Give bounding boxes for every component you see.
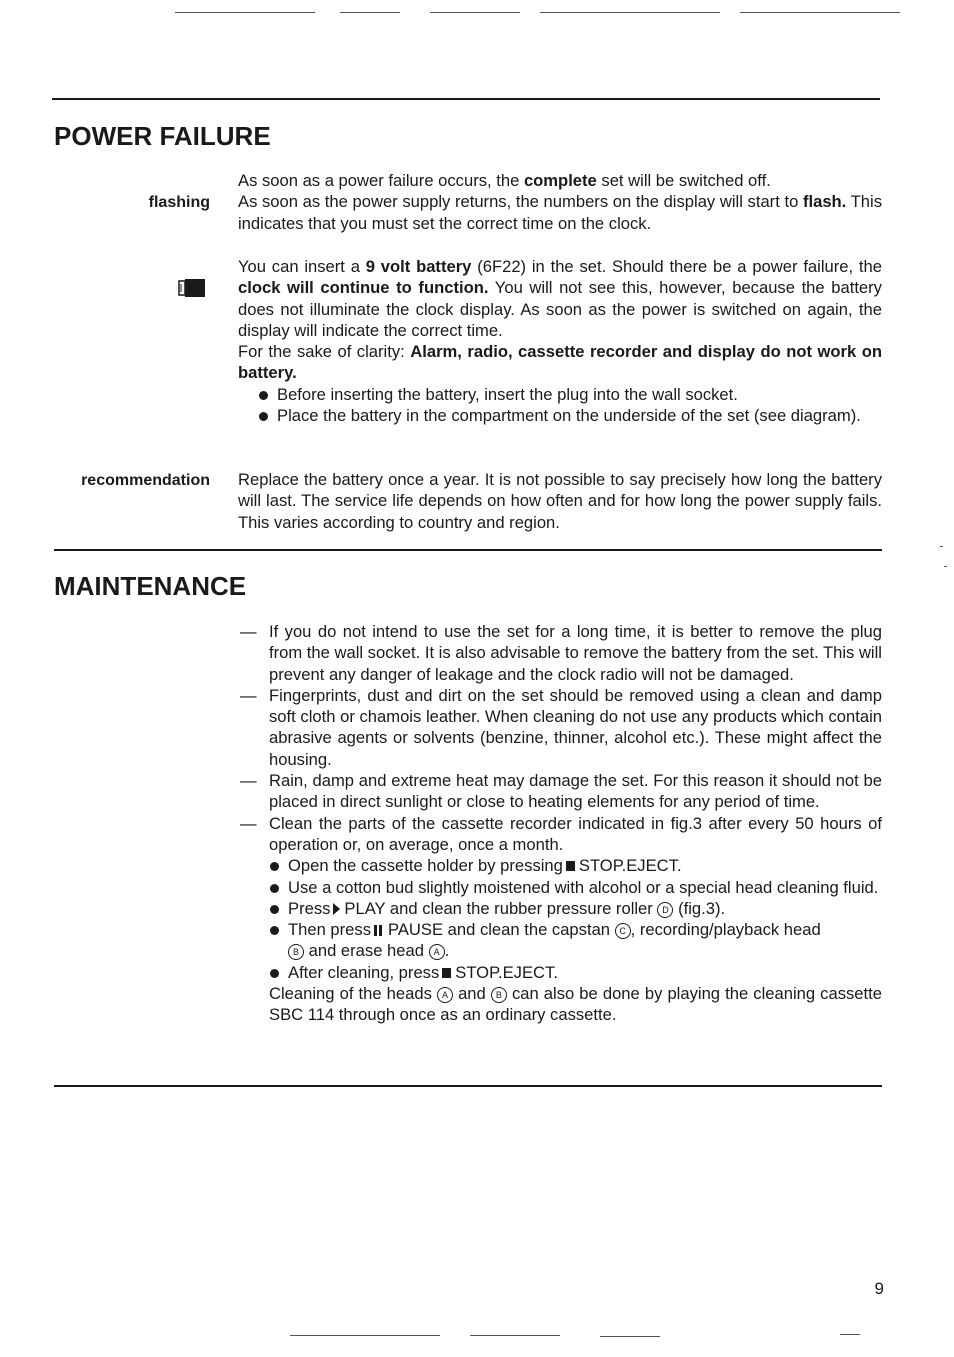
- section-rule-top: [52, 98, 880, 100]
- recommendation-label: recommendation: [81, 472, 210, 489]
- marker-a-icon: A: [437, 987, 453, 1003]
- scan-artifact: [540, 12, 720, 13]
- dash-marker: —: [240, 685, 257, 705]
- bullet-icon: [270, 884, 279, 893]
- maintenance-heading: MAINTENANCE: [54, 571, 247, 601]
- scan-artifact: [290, 1335, 440, 1336]
- scan-artifact: [470, 1335, 560, 1336]
- marker-a-icon: A: [429, 944, 445, 960]
- list-item: — Rain, damp and extreme heat may damage the set. For this reason it should not be placed in direct sunlight or close to heating elements for any period of time.: [240, 771, 882, 812]
- battery-icon: [178, 278, 206, 298]
- scan-artifact: [944, 566, 947, 567]
- flashing-label: flashing: [148, 194, 210, 211]
- list-item: After cleaning, press STOP.EJECT.: [269, 962, 882, 983]
- section-rule-bottom: [54, 1085, 882, 1087]
- bullet-icon: [270, 969, 279, 978]
- marker-b-icon: B: [491, 987, 507, 1003]
- page-number: 9: [874, 1279, 884, 1298]
- stop-icon: [442, 968, 451, 978]
- recommendation-text: Replace the battery once a year. It is not possible to say precisely how long the battery will last. The service life depends on how often and for how long the power supply fails. This varies according to country and region.: [238, 470, 882, 532]
- dash-marker: —: [240, 622, 257, 641]
- bullet-icon: [270, 862, 279, 871]
- scan-artifact: [340, 12, 400, 13]
- bullet-icon: [270, 926, 279, 935]
- dash-marker: —: [240, 771, 257, 791]
- scan-artifact: [600, 1336, 660, 1337]
- scan-artifact: [175, 12, 315, 13]
- bullet-icon: [259, 412, 268, 421]
- list-item: — If you do not intend to use the set for a long time, it is better to remove the plug from the wall socket. It is also advisable to remove the battery from the set. This will prevent any danger of leakage and the clock radio will not be damaged.: [240, 622, 882, 684]
- bullet-icon: [259, 391, 268, 400]
- battery-paragraph: You can insert a 9 volt battery (6F22) in the set. Should there be a power failure, the clock will continue to function. You will not see this, however, because the battery does not illuminate the clock display. As soon as the power is switched on again, the display will indicate the correct time. For the sake of clarity: Alarm, radio, cassette recorder and display do not work on battery.: [238, 257, 882, 383]
- marker-c-icon: C: [615, 923, 631, 939]
- dash-marker: —: [240, 813, 257, 833]
- marker-d-icon: D: [657, 902, 673, 918]
- bullet-icon: [270, 905, 279, 914]
- list-item: — Clean the parts of the cassette recorder indicated in fig.3 after every 50 hours of operation or, on average, once a month. Open the cassette holder by pressing STOP.EJECT. Use a cotton bud slightly moistened with alcohol or a special head cleaning fluid. Press PLAY and clean the rubber pressure roller D (fig.3). Then press PAUSE and clean the capstan C , recording/playback head B and erase head A . After cleaning, press STOP.EJECT. Cleaning of the heads A and B can also be done by playing the cleaning cassette SBC 114 through once as an ordinary cassette.: [240, 813, 882, 1025]
- scan-artifact: [940, 546, 943, 547]
- scan-artifact: [740, 12, 900, 13]
- play-icon: [333, 903, 340, 915]
- cleaning-note: Cleaning of the heads A and B can also be done by playing the cleaning cassette SBC 114 through once as an ordinary cassette.: [269, 984, 882, 1025]
- list-item: Before inserting the battery, insert the plug into the wall socket.: [258, 384, 882, 405]
- list-item: Place the battery in the compartment on the underside of the set (see diagram).: [258, 405, 882, 426]
- list-item: — Fingerprints, dust and dirt on the set should be removed using a clean and damp soft cloth or chamois leather. When cleaning do not use any products which contain abrasive agents or solvents (benzine, thinner, alcohol etc.). These might affect the housing.: [240, 685, 882, 769]
- cleaning-steps: [269, 855, 882, 983]
- marker-b-icon: B: [288, 944, 304, 960]
- list-item: Then press PAUSE and clean the capstan C , recording/playback head B and erase head A .: [269, 919, 882, 962]
- scan-artifact: [840, 1334, 860, 1335]
- scan-artifact: [430, 12, 520, 13]
- list-item: Open the cassette holder by pressing STOP.EJECT.: [269, 855, 882, 876]
- power-failure-heading: POWER FAILURE: [54, 121, 271, 151]
- list-item: Use a cotton bud slightly moistened with alcohol or a special head cleaning fluid.: [269, 877, 882, 898]
- maintenance-list: [240, 621, 882, 1026]
- section-rule-middle: [54, 549, 882, 551]
- pause-icon: [374, 925, 382, 936]
- battery-bullets: [258, 384, 882, 427]
- stop-icon: [566, 861, 575, 871]
- power-failure-intro: As soon as a power failure occurs, the complete set will be switched off. As soon as the power supply returns, the numbers on the display will start to flash. This indicates that you must set the correct time on the clock.: [238, 171, 882, 233]
- list-item: Press PLAY and clean the rubber pressure roller D (fig.3).: [269, 898, 882, 919]
